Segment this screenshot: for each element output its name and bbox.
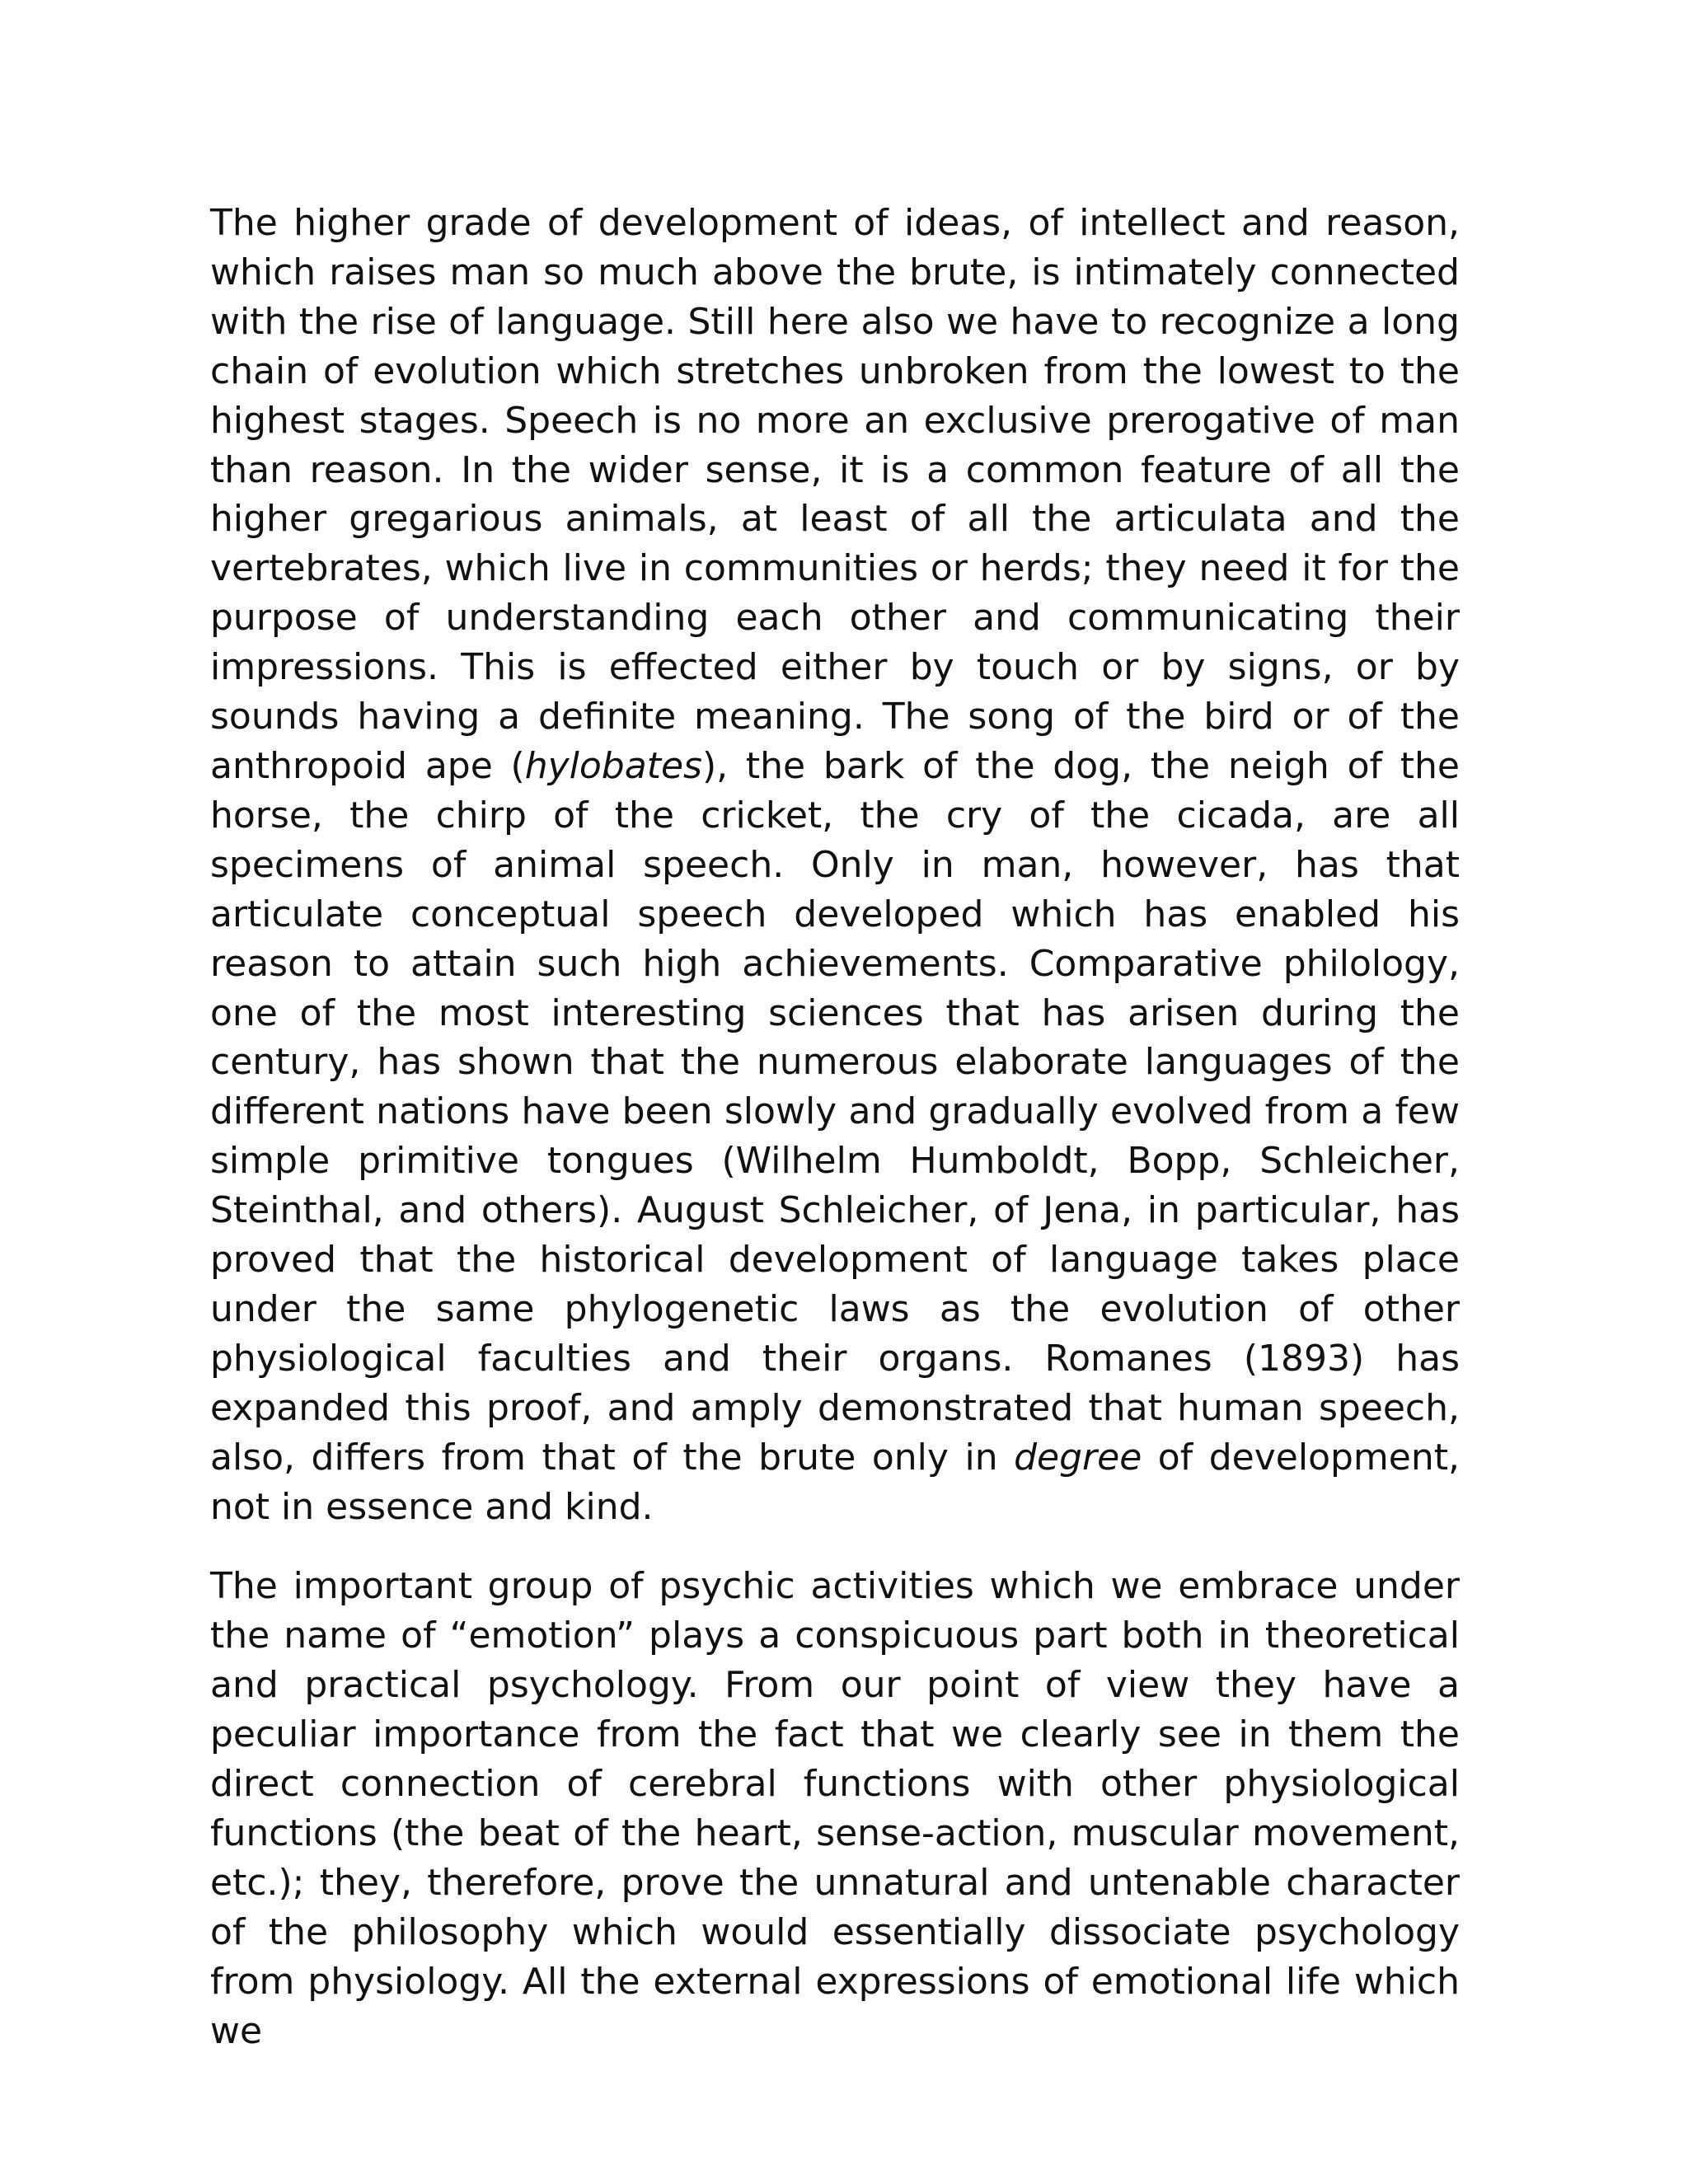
paragraph-emotion [210,1562,1460,2055]
text-segment: The important group of psychic activities which we embrace under the name of “emotion” plays a conspicuous part both in theoretical and practical psychology. From our point of view they have a peculiar importance from the fact that we clearly see in them the direct connection of cerebral functions with other physiological functions (the beat of the heart, sense-action, muscular movement, etc.); they, therefore, prove the unnatural and untenable character of the philosophy which would essentially dissociate psychology from physiology. All the external expressions of emotional life which we [210,1565,1460,2052]
text-segment: ), the bark of the dog, the neigh of the horse, the chirp of the cricket, the cry of the cicada, are all specimens of animal speech. Only in man, however, has that articulate conceptual speech developed which has enabled his reason to attain such high achievements. Comparative philology, one of the most interesting sciences that has arisen during the century, has shown that the numerous elaborate languages of the different nations have been slowly and gradually evolved from a few simple primitive tongues (Wilhelm Humboldt, Bopp, Schleicher, Steinthal, and others). August Schleicher, of Jena, in particular, has proved that the historical development of language takes place under the same phylogenetic laws as the evolution of other physiological faculties and their organs. Romanes (1893) has expanded this proof, and amply demonstrated that human speech, also, differs from that of the brute only in [210,744,1460,1479]
text-segment: of development, not in essence and kind. [210,1436,1460,1528]
italic-term-degree: degree [1014,1436,1142,1479]
text-segment: The higher grade of development of ideas, of intellect and reason, which raises man so much above the brute, is intimately connected with the rise of language. Still here also we have to recognize a long chain of evolution which stretches unbroken from the lowest to the highest stages. Speech is no more an exclusive prerogative of man than reason. In the wider sense, it is a common feature of all the higher gregarious animals, at least of all the articulata and the vertebrates, which live in communities or herds; they need it for the purpose of understanding each other and communicating their impressions. This is effected either by touch or by signs, or by sounds having a definite meaning. The song of the bird or of the anthropoid ape ( [210,202,1460,787]
body-text [210,199,1460,2056]
italic-term-hylobates: hylobates [524,744,702,787]
paragraph-language [210,199,1460,1531]
